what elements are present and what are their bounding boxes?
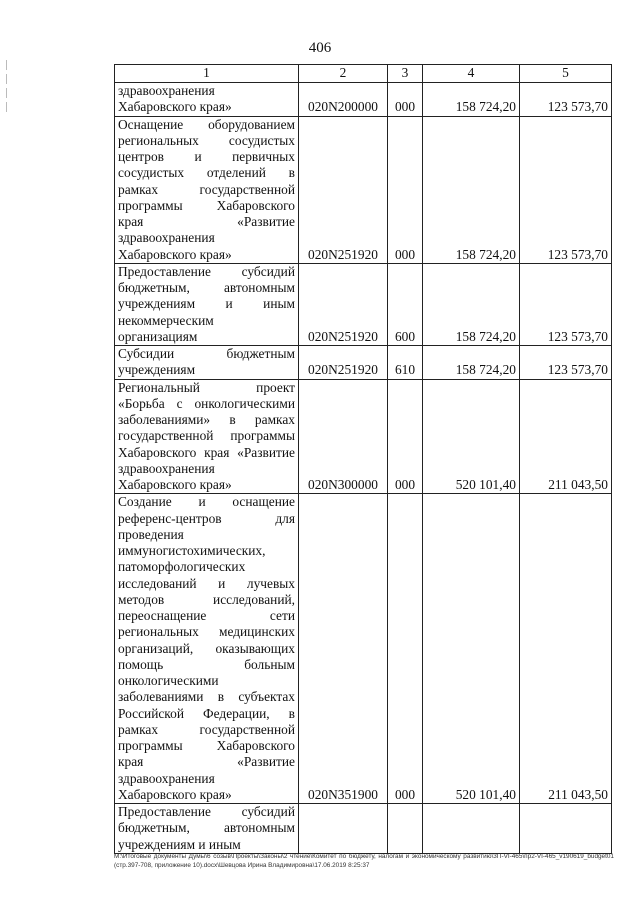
budget-table — [114, 64, 612, 854]
row-description — [115, 116, 299, 263]
row-target-code: 020N251920 — [299, 346, 388, 380]
description-line: «Борьба с онкологическими — [118, 395, 295, 411]
description-line: референс-центров для — [118, 510, 295, 526]
description-line: Хабаровского края «Развитие — [118, 444, 295, 460]
row-amount-1: 520 101,40 — [423, 494, 520, 804]
description-line: Оснащение оборудованием — [118, 116, 295, 132]
row-amount-1: 158 724,20 — [423, 263, 520, 345]
description-line: Хабаровского края» — [118, 786, 232, 802]
description-line: Хабаровского края» — [118, 477, 232, 492]
row-description — [115, 379, 299, 494]
description-line: здравоохранения — [118, 83, 215, 98]
table-header-row — [115, 65, 612, 83]
description-line: центров и первичных — [118, 149, 295, 164]
row-description — [115, 804, 299, 854]
row-amount-1: 520 101,40 — [423, 379, 520, 494]
column-header-1: 1 — [115, 65, 299, 83]
table-row — [115, 116, 612, 263]
row-amount-2 — [520, 804, 612, 854]
row-amount-2: 123 573,70 — [520, 263, 612, 345]
description-line: региональных сосудистых — [118, 132, 295, 148]
document-path-footer: M:\Итоговые документы Думы\6 созыв\Проекты\Законы\2 чтение\Комитет по бюджету, налогам и экономическому развитию\3П-VI-465\пр2-VI-465_v190619_budget01 (стр.397-708, приложение 10).docx\Шевцова Ирина Владимировна\17.06.2019 8:25:37 — [114, 853, 614, 869]
column-header-3: 3 — [388, 65, 423, 83]
description-line: методов исследований, — [118, 591, 295, 607]
description-line: Региональный проект — [118, 379, 295, 395]
description-line: иммуногистохимических, — [118, 543, 266, 558]
description-line: онкологическими — [118, 673, 219, 688]
description-line: здравоохранения — [118, 460, 215, 476]
table-row — [115, 804, 612, 854]
description-line: организациям — [118, 328, 198, 344]
row-target-code: 020N300000 — [299, 379, 388, 494]
table-row — [115, 379, 612, 494]
table-row — [115, 263, 612, 345]
description-line: Создание и оснащение — [118, 494, 295, 510]
row-target-code: 020N351900 — [299, 494, 388, 804]
description-line: учреждениям и иным — [118, 836, 241, 852]
table-row — [115, 346, 612, 380]
description-line: сосудистых отделений в — [118, 165, 295, 181]
row-amount-2: 123 573,70 — [520, 346, 612, 380]
table-row — [115, 494, 612, 804]
scan-edge-marks — [4, 60, 10, 130]
description-line: края «Развитие — [118, 754, 295, 770]
row-amount-2: 123 573,70 — [520, 116, 612, 263]
row-expense-type — [388, 804, 423, 854]
description-line: учреждениям и иным — [118, 296, 295, 312]
description-line: Российской Федерации, в — [118, 705, 295, 721]
row-expense-type: 000 — [388, 494, 423, 804]
description-line: программы Хабаровского — [118, 738, 295, 753]
row-expense-type: 610 — [388, 346, 423, 380]
description-line: Хабаровского края» — [118, 99, 232, 115]
description-line: региональных медицинских — [118, 624, 295, 640]
page-number: 406 — [308, 40, 332, 56]
row-description — [115, 346, 299, 380]
description-line: края «Развитие — [118, 214, 295, 229]
row-expense-type: 000 — [388, 116, 423, 263]
description-line: помощь больным — [118, 656, 295, 672]
row-expense-type: 000 — [388, 379, 423, 494]
description-line: здравоохранения — [118, 770, 215, 786]
column-header-5: 5 — [520, 65, 612, 83]
row-description — [115, 263, 299, 345]
description-line: рамках государственной — [118, 721, 295, 737]
row-amount-1: 158 724,20 — [423, 83, 520, 117]
row-amount-2: 211 043,50 — [520, 494, 612, 804]
row-description — [115, 83, 299, 117]
description-line: проведения — [118, 526, 184, 542]
description-line: учреждениям — [118, 362, 196, 378]
description-line: бюджетным, автономным — [118, 820, 295, 836]
description-line: заболеваниями в субъектах — [118, 689, 295, 705]
row-amount-2: 211 043,50 — [520, 379, 612, 494]
row-target-code: 020N251920 — [299, 263, 388, 345]
table-row — [115, 83, 612, 117]
description-line: исследований и лучевых — [118, 575, 295, 591]
description-line: рамках государственной — [118, 181, 295, 197]
description-line: Субсидии бюджетным — [118, 346, 295, 361]
description-line: переоснащение сети — [118, 608, 295, 623]
description-line: некоммерческим — [118, 312, 214, 328]
row-amount-2: 123 573,70 — [520, 83, 612, 117]
row-amount-1 — [423, 804, 520, 854]
description-line: заболеваниями» в рамках — [118, 412, 295, 427]
description-line: здравоохранения — [118, 230, 215, 246]
description-line: организаций, оказывающих — [118, 640, 295, 656]
description-line: патоморфологических — [118, 559, 246, 575]
row-target-code — [299, 804, 388, 854]
description-line: программы Хабаровского — [118, 197, 295, 213]
description-line: Предоставление субсидий — [118, 263, 295, 279]
row-description — [115, 494, 299, 804]
row-expense-type: 600 — [388, 263, 423, 345]
description-line: Хабаровского края» — [118, 246, 232, 262]
row-amount-1: 158 724,20 — [423, 116, 520, 263]
row-target-code: 020N200000 — [299, 83, 388, 117]
row-expense-type: 000 — [388, 83, 423, 117]
row-target-code: 020N251920 — [299, 116, 388, 263]
column-header-2: 2 — [299, 65, 388, 83]
description-line: государственной программы — [118, 428, 295, 444]
column-header-4: 4 — [423, 65, 520, 83]
description-line: Предоставление субсидий — [118, 804, 295, 819]
description-line: бюджетным, автономным — [118, 280, 295, 295]
row-amount-1: 158 724,20 — [423, 346, 520, 380]
